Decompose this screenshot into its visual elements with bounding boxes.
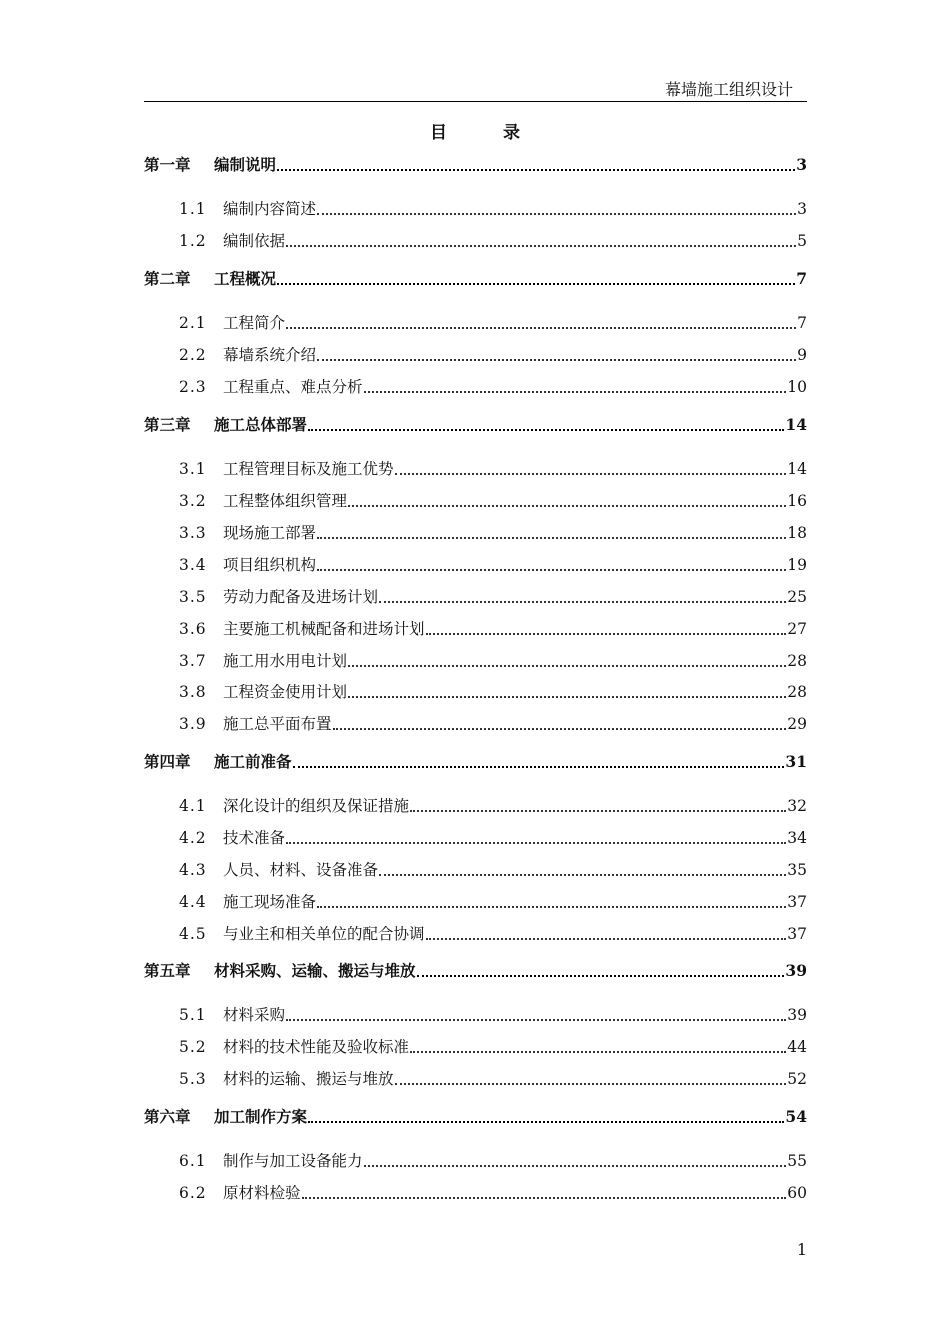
toc-entry-number: 1.2 xyxy=(179,232,207,250)
toc-entry-number: 4.4 xyxy=(179,893,207,911)
toc-entry-label: 工程管理目标及施工优势 xyxy=(223,460,394,478)
toc-entry-page: 16 xyxy=(787,492,807,510)
toc-entry-number: 3.3 xyxy=(179,524,207,542)
toc-entry-label: 制作与加工设备能力 xyxy=(223,1152,363,1170)
toc-entry-label: 原材料检验 xyxy=(223,1184,301,1202)
toc-dot-leader xyxy=(308,429,784,431)
toc-entry-page: 39 xyxy=(787,1006,807,1024)
toc-entry-page: 54 xyxy=(785,1107,807,1126)
toc-entry-label: 项目组织机构 xyxy=(223,556,317,574)
toc-dot-leader xyxy=(286,245,796,247)
toc-entry-number: 第二章 xyxy=(144,269,191,288)
toc-entry-page: 31 xyxy=(785,752,807,771)
toc-entry-number: 2.2 xyxy=(179,346,207,364)
toc-dot-leader xyxy=(348,505,786,507)
toc-section-entry[interactable] xyxy=(144,859,807,881)
toc-entry-number: 4.2 xyxy=(179,829,207,847)
toc-dot-leader xyxy=(417,975,785,977)
toc-section-entry[interactable] xyxy=(144,230,807,252)
toc-dot-leader xyxy=(364,391,787,393)
toc-entry-label: 技术准备 xyxy=(223,829,286,847)
page-header xyxy=(144,72,807,102)
toc-entry-page: 28 xyxy=(787,652,807,670)
toc-dot-leader xyxy=(410,810,786,812)
toc-entry-page: 9 xyxy=(797,346,807,364)
toc-section-entry[interactable] xyxy=(144,586,807,608)
toc-dot-leader xyxy=(395,473,787,475)
toc-title-char-1: 目 xyxy=(430,123,447,143)
toc-dot-leader xyxy=(286,1019,786,1021)
toc-section-entry[interactable] xyxy=(144,1182,807,1204)
toc-entry-page: 39 xyxy=(785,961,807,980)
toc-title xyxy=(0,118,950,143)
toc-entry-number: 5.1 xyxy=(179,1006,207,1024)
toc-section-entry[interactable] xyxy=(144,490,807,512)
toc-section-entry[interactable] xyxy=(144,618,807,640)
toc-entry-page: 19 xyxy=(787,556,807,574)
toc-entry-page: 32 xyxy=(787,797,807,815)
toc-entry-page: 55 xyxy=(787,1152,807,1170)
toc-chapter-entry[interactable] xyxy=(144,751,807,773)
toc-section-entry[interactable] xyxy=(144,923,807,945)
toc-chapter-entry[interactable] xyxy=(144,414,807,436)
toc-entry-number: 第五章 xyxy=(144,961,191,980)
toc-dot-leader xyxy=(277,169,795,171)
toc-entry-page: 37 xyxy=(787,893,807,911)
toc-section-entry[interactable] xyxy=(144,312,807,334)
toc-section-entry[interactable] xyxy=(144,891,807,913)
toc-entry-number: 3.4 xyxy=(179,556,207,574)
toc-entry-label: 人员、材料、设备准备 xyxy=(223,861,379,879)
toc-entry-label: 工程简介 xyxy=(223,314,286,332)
toc-section-entry[interactable] xyxy=(144,376,807,398)
toc-dot-leader xyxy=(317,213,796,215)
toc-entry-page: 14 xyxy=(787,460,807,478)
toc-entry-label: 编制说明 xyxy=(214,155,277,174)
toc-section-entry[interactable] xyxy=(144,827,807,849)
toc-dot-leader xyxy=(286,327,796,329)
toc-entry-label: 施工前准备 xyxy=(214,752,292,771)
toc-section-entry[interactable] xyxy=(144,1036,807,1058)
toc-entry-number: 3.8 xyxy=(179,683,207,701)
page-number: 1 xyxy=(796,1240,807,1259)
toc-entry-page: 28 xyxy=(787,683,807,701)
toc-entry-number: 3.1 xyxy=(179,460,207,478)
toc-dot-leader xyxy=(364,1165,787,1167)
toc-dot-leader xyxy=(379,874,786,876)
toc-entry-label: 编制依据 xyxy=(223,232,286,250)
toc-dot-leader xyxy=(348,696,786,698)
toc-entry-label: 材料的运输、搬运与堆放 xyxy=(223,1070,394,1088)
toc-entry-page: 3 xyxy=(796,155,807,174)
toc-section-entry[interactable] xyxy=(144,795,807,817)
toc-entry-number: 第六章 xyxy=(144,1107,191,1126)
toc-entry-page: 37 xyxy=(787,925,807,943)
toc-entry-number: 6.2 xyxy=(179,1184,207,1202)
toc-entry-page: 27 xyxy=(787,620,807,638)
toc-entry-label: 幕墙系统介绍 xyxy=(223,346,317,364)
toc-entry-label: 加工制作方案 xyxy=(214,1107,308,1126)
toc-entry-number: 3.7 xyxy=(179,652,207,670)
toc-entry-number: 3.6 xyxy=(179,620,207,638)
toc-entry-page: 25 xyxy=(787,588,807,606)
toc-dot-leader xyxy=(379,601,786,603)
toc-dot-leader xyxy=(293,766,785,768)
toc-entry-page: 29 xyxy=(787,715,807,733)
toc-dot-leader xyxy=(426,633,787,635)
toc-section-entry[interactable] xyxy=(144,1150,807,1172)
toc-entry-number: 1.1 xyxy=(179,200,207,218)
toc-chapter-entry[interactable] xyxy=(144,960,807,982)
toc-entry-label: 材料的技术性能及验收标准 xyxy=(223,1038,410,1056)
toc-section-entry[interactable] xyxy=(144,344,807,366)
toc-entry-number: 5.2 xyxy=(179,1038,207,1056)
toc-entry-label: 深化设计的组织及保证措施 xyxy=(223,797,410,815)
toc-entry-page: 52 xyxy=(787,1070,807,1088)
toc-entry-page: 34 xyxy=(787,829,807,847)
toc-entry-page: 44 xyxy=(787,1038,807,1056)
toc-entry-label: 施工现场准备 xyxy=(223,893,317,911)
toc-chapter-entry[interactable] xyxy=(144,1106,807,1128)
toc-entry-label: 施工用水用电计划 xyxy=(223,652,348,670)
toc-entry-label: 材料采购 xyxy=(223,1006,286,1024)
toc-entry-number: 4.3 xyxy=(179,861,207,879)
toc-dot-leader xyxy=(348,665,786,667)
toc-entry-page: 7 xyxy=(796,269,807,288)
toc-dot-leader xyxy=(302,1197,787,1199)
toc-entry-page: 7 xyxy=(797,314,807,332)
toc-entry-label: 主要施工机械配备和进场计划 xyxy=(223,620,425,638)
toc-entry-label: 劳动力配备及进场计划 xyxy=(223,588,379,606)
toc-dot-leader xyxy=(317,569,786,571)
toc-entry-page: 5 xyxy=(797,232,807,250)
toc-entry-page: 18 xyxy=(787,524,807,542)
toc-entry-number: 3.5 xyxy=(179,588,207,606)
toc-entry-number: 2.3 xyxy=(179,378,207,396)
toc-entry-label: 工程整体组织管理 xyxy=(223,492,348,510)
toc-entry-label: 工程概况 xyxy=(214,269,277,288)
toc-dot-leader xyxy=(426,938,787,940)
toc-dot-leader xyxy=(410,1051,786,1053)
toc-dot-leader xyxy=(286,842,786,844)
toc-dot-leader xyxy=(317,906,786,908)
toc-dot-leader xyxy=(395,1083,787,1085)
toc-section-entry[interactable] xyxy=(144,1004,807,1026)
toc-entry-number: 4.5 xyxy=(179,925,207,943)
toc-dot-leader xyxy=(277,283,795,285)
toc-entry-number: 3.9 xyxy=(179,715,207,733)
toc-title-char-2: 录 xyxy=(503,123,520,143)
toc-entry-number: 第三章 xyxy=(144,415,191,434)
toc-entry-page: 60 xyxy=(787,1184,807,1202)
toc-entry-number: 2.1 xyxy=(179,314,207,332)
toc-entry-label: 施工总体部署 xyxy=(214,415,308,434)
toc-section-entry[interactable] xyxy=(144,1068,807,1090)
toc-dot-leader xyxy=(333,728,787,730)
toc-entry-page: 35 xyxy=(787,861,807,879)
toc-section-entry[interactable] xyxy=(144,681,807,703)
toc-section-entry[interactable] xyxy=(144,458,807,480)
toc-entry-page: 3 xyxy=(797,200,807,218)
toc-entry-page: 10 xyxy=(787,378,807,396)
toc-entry-number: 第一章 xyxy=(144,155,191,174)
toc-entry-label: 施工总平面布置 xyxy=(223,715,332,733)
toc-entry-number: 6.1 xyxy=(179,1152,207,1170)
toc-dot-leader xyxy=(317,537,786,539)
toc-entry-label: 编制内容简述 xyxy=(223,200,317,218)
toc-entry-page: 14 xyxy=(785,415,807,434)
toc-entry-label: 工程资金使用计划 xyxy=(223,683,348,701)
toc-chapter-entry[interactable] xyxy=(144,154,807,176)
toc-entry-number: 4.1 xyxy=(179,797,207,815)
toc-entry-number: 5.3 xyxy=(179,1070,207,1088)
toc-dot-leader xyxy=(308,1121,784,1123)
toc-entry-label: 材料采购、运输、搬运与堆放 xyxy=(214,961,416,980)
toc-section-entry[interactable] xyxy=(144,198,807,220)
toc-chapter-entry[interactable] xyxy=(144,268,807,290)
toc-entry-label: 工程重点、难点分析 xyxy=(223,378,363,396)
header-title: 幕墙施工组织设计 xyxy=(664,80,793,99)
toc-entry-label: 与业主和相关单位的配合协调 xyxy=(223,925,425,943)
toc-section-entry[interactable] xyxy=(144,554,807,576)
toc-section-entry[interactable] xyxy=(144,522,807,544)
toc-entry-number: 3.2 xyxy=(179,492,207,510)
toc-entry-label: 现场施工部署 xyxy=(223,524,317,542)
toc-section-entry[interactable] xyxy=(144,650,807,672)
toc-section-entry[interactable] xyxy=(144,713,807,735)
toc-dot-leader xyxy=(317,359,796,361)
toc-entry-number: 第四章 xyxy=(144,752,191,771)
